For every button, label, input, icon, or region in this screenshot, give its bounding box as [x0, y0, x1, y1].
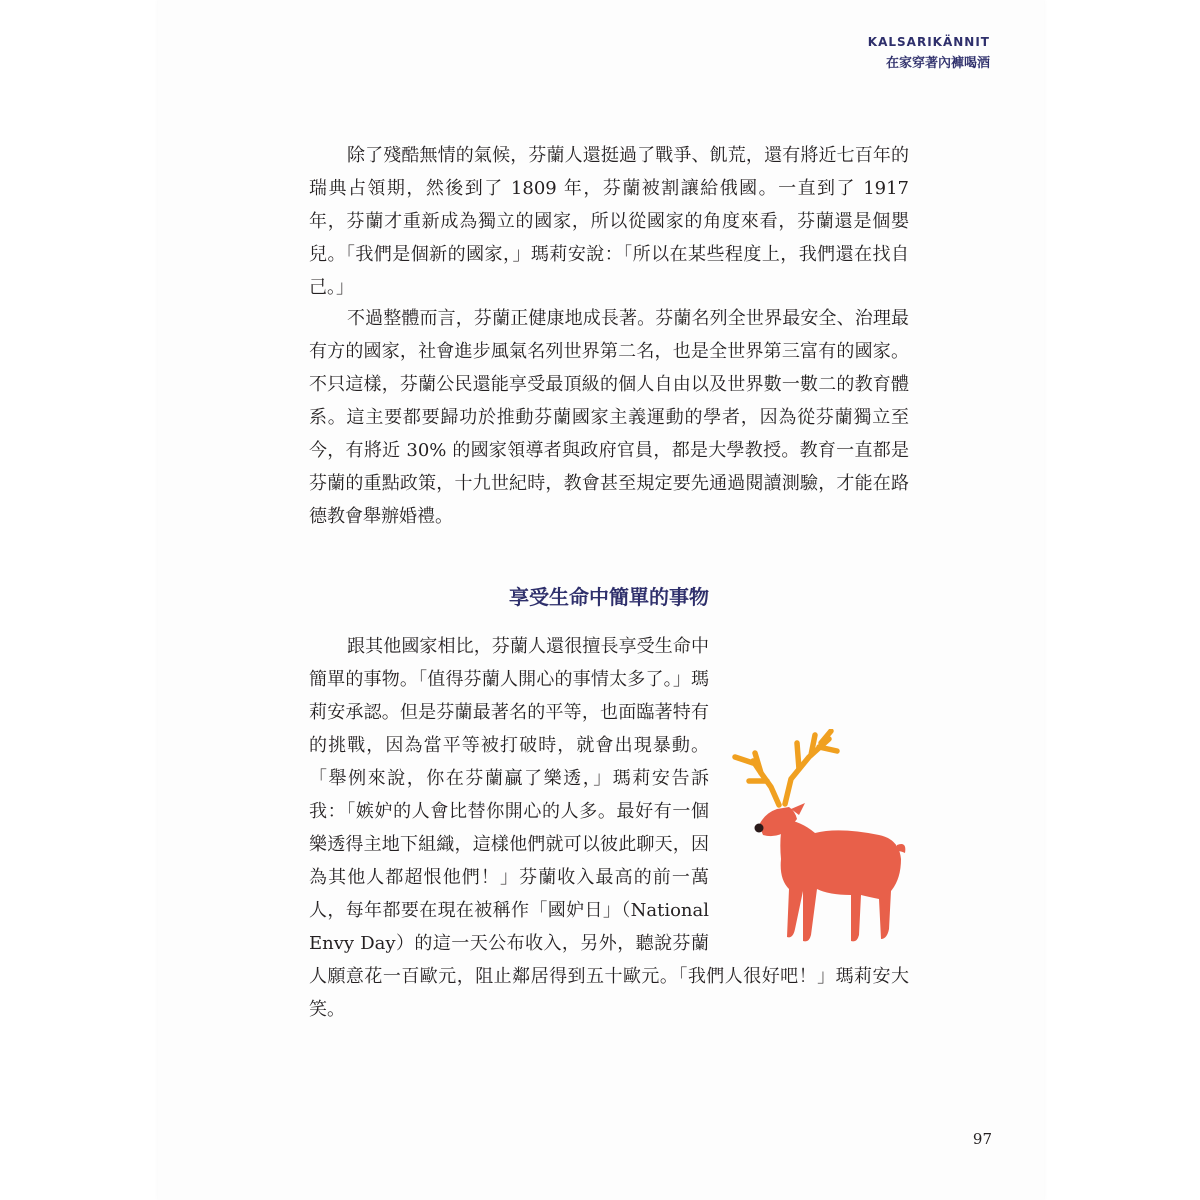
running-head-title-zh: 在家穿著內褲喝酒	[885, 56, 990, 71]
antlers	[735, 731, 837, 805]
running-head	[868, 34, 990, 75]
page-number: 97	[972, 1130, 992, 1148]
paragraph-3-block	[309, 630, 909, 1026]
reindeer-nose	[755, 824, 764, 833]
paragraph-2: 不過整體而言，芬蘭正健康地成長著。芬蘭名列全世界最安全、治理最有方的國家，社會進步風氣名列世界第二名，也是全世界第三富有的國家。不只這樣，芬蘭公民還能享受最頂級的個人自由以及世界數一數二的教育體系。這主要都要歸功於推動芬蘭國家主義運動的學者，因為從芬蘭獨立至今，有將近 30% 的國家領導者與政府官員，都是大學教授。教育一直都是芬蘭的重點政策，十九世紀時，教會甚至規定要先通過閱讀測驗，才能在路德教會舉辦婚禮。	[309, 308, 909, 527]
reindeer-icon	[719, 729, 909, 959]
section-heading: 享受生命中簡單的事物	[509, 585, 709, 609]
running-head-title-en: KALSARIKÄNNIT	[867, 35, 990, 49]
paragraph-3: 跟其他國家相比，芬蘭人還很擅長享受生命中簡單的事物。「值得芬蘭人開心的事情太多了。」瑪莉安承認。但是芬蘭最著名的平等，也面臨著特有的挑戰，因為當平等被打破時，就會出現暴動。「舉例來說，你在芬蘭贏了樂透，」瑪莉安告訴我：「嫉妒的人會比替你開心的人多。最好有一個樂透得主地下組織，這樣他們就可以彼此聊天，因為其他人都超恨他們！」芬蘭收入最高的前一萬人，每年都要在現在被稱作「國妒日」（National Envy Day）的這一天公布收入，另外，聽說芬蘭人願意花一百歐元，阻止鄰居得到五十歐元。「我們人很好吧！」瑪莉安大笑。	[309, 636, 909, 1020]
paragraph-1: 除了殘酷無情的氣候，芬蘭人還挺過了戰爭、飢荒，還有將近七百年的瑞典占領期，然後到了 1809 年，芬蘭被割讓給俄國。一直到了 1917 年，芬蘭才重新成為獨立的國家，所以從國家的角度來看，芬蘭還是個嬰兒。「我們是個新的國家，」瑪莉安說：「所以在某些程度上，我們還在找自己。」	[309, 145, 909, 298]
reindeer-illustration	[719, 729, 909, 959]
reindeer-body	[759, 803, 905, 941]
